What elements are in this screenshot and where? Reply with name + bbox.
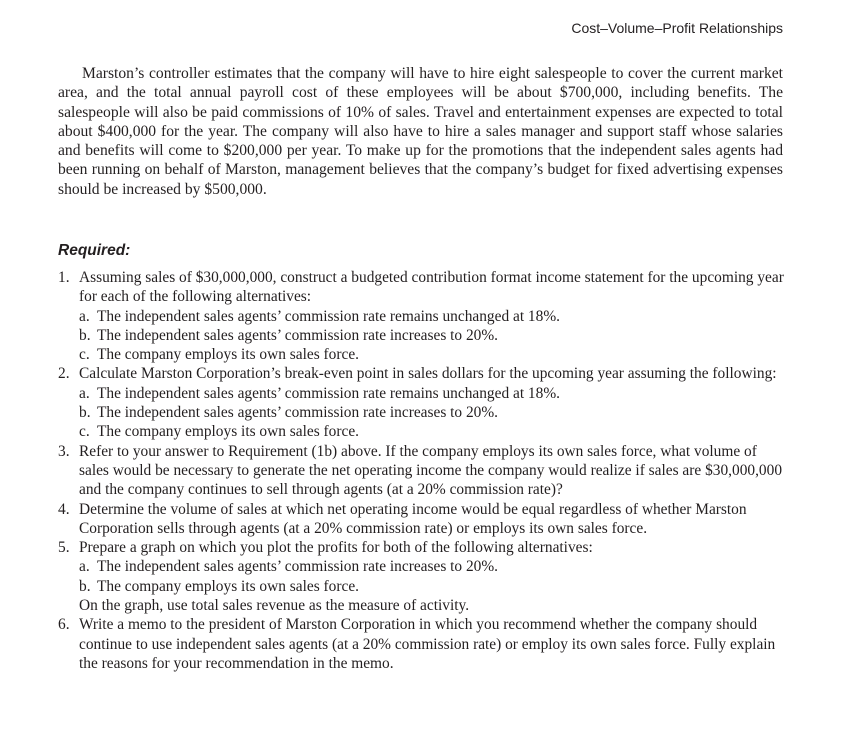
sub-requirement-letter: a. xyxy=(79,558,90,576)
requirement-text: Calculate Marston Corporation’s break-even point in sales dollars for the upcoming year assuming the following: xyxy=(79,365,777,383)
requirement-number: 1. xyxy=(58,269,70,286)
requirement-item xyxy=(58,615,788,673)
requirement-item xyxy=(58,538,788,615)
sub-requirement-item xyxy=(79,307,788,326)
sub-requirement-item xyxy=(79,345,788,364)
requirement-text: Write a memo to the president of Marston Corporation in which you recommend whether the company should continue to use independent sales agents (at a 20% commission rate) or employ its own sales force. Fully explain the reasons for your recommendation in the memo. xyxy=(79,616,776,672)
sub-requirement-item xyxy=(79,422,788,441)
requirement-number: 4. xyxy=(58,500,70,518)
sub-requirements-list xyxy=(79,557,788,596)
sub-requirement-text: The independent sales agents’ commission rate increases to 20%. xyxy=(97,326,499,344)
requirement-body xyxy=(79,268,788,364)
sub-requirement-text: The independent sales agents’ commission rate increases to 20%. xyxy=(97,404,499,422)
sub-requirement-text: The company employs its own sales force. xyxy=(97,346,360,364)
requirements-list xyxy=(58,268,788,673)
requirement-item xyxy=(58,268,788,364)
sub-requirement-letter: b. xyxy=(79,577,91,595)
sub-requirement-letter: b. xyxy=(79,404,91,422)
sub-requirement-letter: c. xyxy=(79,346,90,364)
sub-requirement-letter: b. xyxy=(79,326,91,344)
requirement-item xyxy=(58,364,788,441)
requirement-number: 3. xyxy=(58,442,70,460)
sub-requirements-list xyxy=(79,384,788,442)
sub-requirement-item xyxy=(79,326,788,345)
requirement-number: 2. xyxy=(58,365,70,383)
requirement-text: Determine the volume of sales at which net operating income would be equal regardless of whether Marston Corporation sells through agents (at a 20% commission rate) or employs its own sales force. xyxy=(79,500,747,537)
intro-paragraph: Marston’s controller estimates that the company will have to hire eight salespeople to cover the current market area, and the total annual payroll cost of these employees will be about $700,000, including benefits. The salespeople will also be paid commissions of 10% of sales. Travel and entertainment expenses are expected to total about $400,000 for the year. The company will also have to hire a sales manager and support staff whose salaries and benefits will come to $200,000 per year. To make up for the promotions that the independent sales agents had been running on behalf of Marston, management believes that the company’s budget for fixed advertising expenses should be increased by $500,000. xyxy=(58,65,783,198)
requirement-body xyxy=(79,538,788,615)
sub-requirement-letter: c. xyxy=(79,423,90,441)
requirement-text: Prepare a graph on which you plot the profits for both of the following alternatives: xyxy=(79,539,593,557)
sub-requirement-text: The independent sales agents’ commission rate remains unchanged at 18%. xyxy=(97,384,560,402)
running-header: Cost–Volume–Profit Relationships xyxy=(571,20,783,36)
requirement-text: Assuming sales of $30,000,000, construct a budgeted contribution format income statement for the upcoming year for each of the following alternatives: xyxy=(79,269,784,306)
requirement-item xyxy=(58,442,788,500)
sub-requirement-letter: a. xyxy=(79,384,90,402)
sub-requirement-item xyxy=(79,403,788,422)
requirement-body xyxy=(79,442,788,500)
requirement-text: Refer to your answer to Requirement (1b) above. If the company employs its own sales force, what volume of sales would be necessary to generate the net operating income the company would realize if sales are $30,000,000 and the company continues to sell through agents (at a 20% commission rate)? xyxy=(79,442,783,499)
requirement-body xyxy=(79,615,788,673)
sub-requirement-item xyxy=(79,384,788,403)
requirement-note: On the graph, use total sales revenue as the measure of activity. xyxy=(79,597,470,615)
sub-requirement-item xyxy=(79,577,788,596)
sub-requirement-letter: a. xyxy=(79,307,90,325)
requirement-item xyxy=(58,500,788,539)
requirement-body xyxy=(79,364,788,441)
sub-requirement-text: The independent sales agents’ commission rate increases to 20%. xyxy=(97,558,499,576)
sub-requirement-text: The company employs its own sales force. xyxy=(97,577,360,595)
sub-requirement-text: The independent sales agents’ commission rate remains unchanged at 18%. xyxy=(97,307,560,325)
sub-requirements-list xyxy=(79,307,788,365)
required-heading: Required: xyxy=(58,242,131,259)
sub-requirement-text: The company employs its own sales force. xyxy=(97,423,360,441)
requirement-number: 5. xyxy=(58,539,70,557)
requirement-body xyxy=(79,500,788,539)
sub-requirement-item xyxy=(79,557,788,576)
requirement-number: 6. xyxy=(58,616,70,634)
